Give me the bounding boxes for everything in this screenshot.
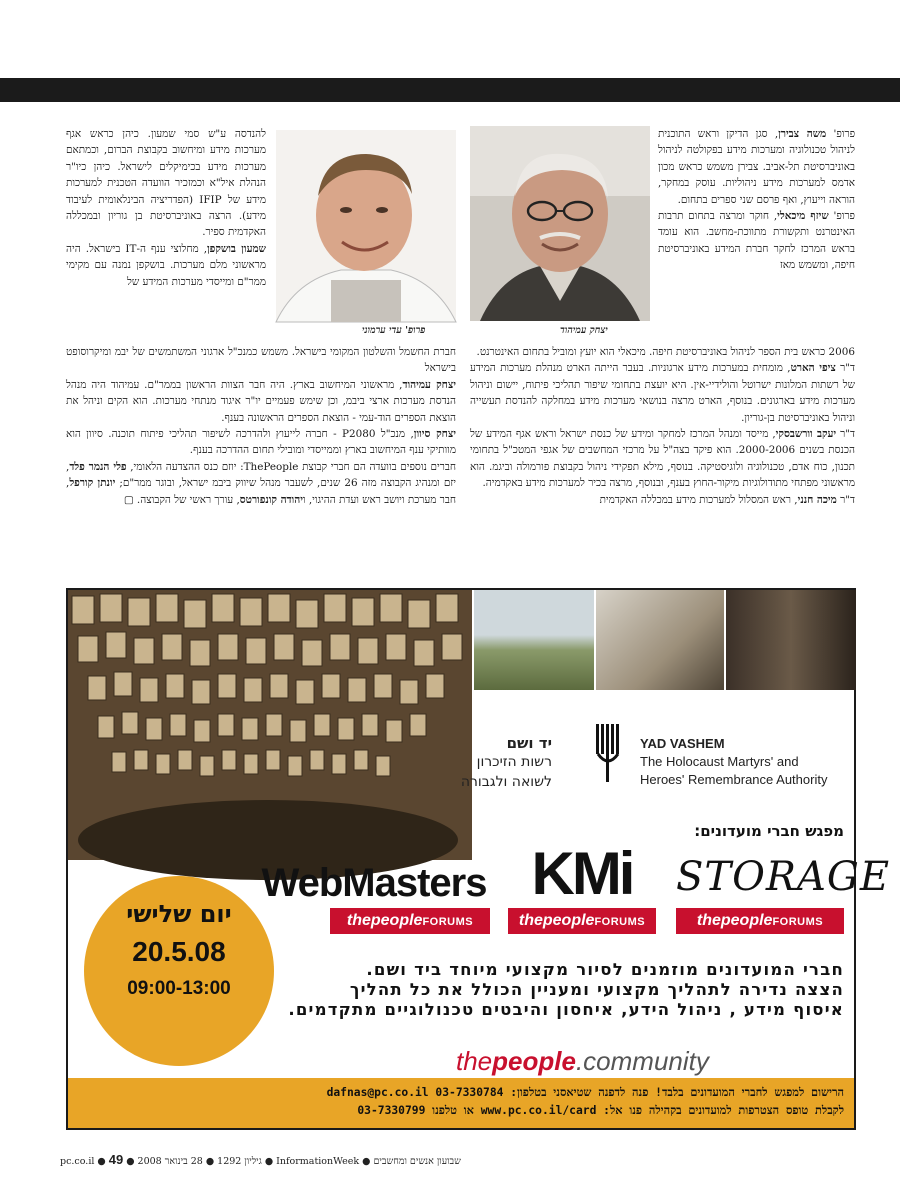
event-time: 09:00-13:00 bbox=[127, 978, 231, 999]
yad-vashem-menorah-icon bbox=[596, 724, 622, 784]
bio-amihud: יצחק עמיהוד, מראשוני המיחשוב בארץ. היה חבר הצוות הראשון בממר"ם. עמיהוד היה מנהל הנדסת מערכות ארצי ביבמ, וכן שימש פעמיים יו"ר איגוד מנתחי מערכות. הוא הקים וניהל את הוצאת הספרים הוד-עמי - הוצאת הספרים הראשונה בענף. bbox=[66, 378, 456, 424]
storage-forums-strip bbox=[676, 908, 844, 934]
yad-vashem-he-line2: לשואה ולגבורה bbox=[460, 774, 552, 790]
bio-zviran: פרופ' משה צבירן, סגן הדיקן וראש התוכנית לניהול טכנולוגיה ומערכות מידע בפקולטה לניהול באוניברסיטת תל-אביב. צבירן משמש כראש מכון אדמס למערכות מידע ניהוליות. עוסק במחקר, הוראה וייעוץ, ואף פרסם שני ספרים בתחום. bbox=[658, 128, 856, 206]
invite-line-3: איסוף מידע , ניהול הידע, איחסון והיבטים טכנולוגיים מתקדמים. bbox=[288, 1000, 844, 1019]
kmi-strip-forums: FORUMS bbox=[594, 916, 646, 928]
yad-vashem-building-photo bbox=[474, 590, 594, 690]
webmasters-wordmark: WebMasters bbox=[261, 861, 487, 905]
photo-zviran bbox=[470, 126, 650, 321]
intro-column bbox=[658, 126, 855, 274]
kmi-strip-people: people bbox=[542, 912, 595, 929]
kmi-strip-the: the bbox=[518, 912, 543, 929]
yad-vashem-he-line1: רשות הזיכרון bbox=[476, 754, 552, 770]
kmi-wordmark: KMi bbox=[531, 840, 633, 907]
invite-line-2: הצצה נדירה לתהליך מקצועי ומעניין הכולל את כל תהליך bbox=[349, 980, 844, 999]
kmi-forums-strip bbox=[508, 908, 656, 934]
webmasters-strip-forums: FORUMS bbox=[422, 916, 474, 928]
invite-line-1: חברי המועדונים מוזמנים לסיור מקצועי מיוחד ביד ושם. bbox=[366, 960, 844, 979]
yad-vashem-ad bbox=[66, 588, 891, 1130]
registration-line-2: לקבלת טופס הצטרפות למועדונים בקהילה פנו אל: www.pc.co.il/card או טלפנו 03-7330799 bbox=[357, 1104, 844, 1117]
bio-sivan: יצחק סיוון, מנכ"ל P2080 - חברה לייעוץ ולהדרכה לשיפור תהליכי פיתוח תוכנה. סיוון הוא מוותיקי ענף המיחשוב בארץ וממייסדי ומובילי תחום ההדרכה בענף. bbox=[66, 428, 456, 457]
bio-michaeli-start: פרופ' שיזף מיכאלי, חוקר ומרצה בתחום תרבות האינטרנט ותקשורת מתווכת-מחשב. הוא עומד בראש המרכז לחקר חברת המידע באוניברסיטת חיפה, ומשמש מאז bbox=[658, 210, 855, 272]
photo-armoni bbox=[276, 130, 456, 322]
bio-bushkefen-start: שמעון בושקפן, מחלוצי ענף ה-IT בישראל. היה מראשוני מלם מערכות. בושקפן נמנה עם מקימי ממר"ם ומייסדי מערכות המידע של bbox=[66, 242, 266, 288]
yad-vashem-en-line2: Heroes' Remembrance Authority bbox=[640, 772, 828, 787]
footer-text: שבועון אנשים ומחשבים ● InformationWeek ● גיליון 1292 ● 28 בינואר 2008 ● pc.co.il ● bbox=[60, 1156, 461, 1167]
bio-armoni-end: להנדסה ע"ש סמי שמעון. כיהן כראש אגף מערכות מידע ומיחשוב בקבוצת הברום, וכמתאם מערכות מידע בכימיקלים לישראל. כיהן כיו"ר הנהלת איל"א וכמזכיר הוועדה הטכנית למערכות מידע של IFIP (הפדריציה הבינלאומית לעיבוד מידע). הרצה באוניברסיטת בן גוריון ובמכללה האקדמית ספיר. bbox=[66, 128, 266, 239]
bio-bushkefen-end: חברת החשמל והשלטון המקומי בישראל. משמש כמנכ"ל ארגוני המשתמשים של יבמ ומיקרוסופט בישראל bbox=[66, 346, 456, 375]
registration-bar bbox=[68, 1078, 854, 1128]
right-column-lower bbox=[470, 344, 855, 508]
yad-vashem-en-title: YAD VASHEM bbox=[640, 736, 725, 751]
event-date-badge bbox=[84, 876, 274, 1066]
event-date: 20.5.08 bbox=[132, 936, 226, 967]
caption-right-photo: יצחק עמיהוד bbox=[560, 325, 608, 336]
storage-wordmark: STORAGE bbox=[676, 854, 891, 900]
community-suffix: .community bbox=[575, 1046, 709, 1076]
webmasters-logo bbox=[258, 860, 490, 906]
registration-line-1: הרישום למפגש לחברי המועדונים בלבד! פנה לדפנה שטיאסני בטלפון: 03-7330784 dafnas@pc.co.il bbox=[326, 1086, 844, 1099]
bio-michaeli-end: 2006 כראש בית הספר לניהול באוניברסיטת חיפה. מיכאלי הוא יועץ ומוביל בתחום האינטרנט. bbox=[476, 346, 855, 358]
page-number: 49 bbox=[108, 1152, 124, 1167]
yad-vashem-monument-photo bbox=[596, 590, 724, 690]
caption-left-photo: פרופ' עדי ערמוני bbox=[362, 325, 426, 336]
event-invitation bbox=[284, 960, 844, 1020]
bio-hanani-start: ד"ר מיכה חנני, ראש המסלול למערכות מידע במכללה האקדמית bbox=[599, 493, 855, 506]
left-column-lower bbox=[66, 344, 456, 508]
event-day: יום שלישי bbox=[126, 900, 232, 928]
storage-strip-the: the bbox=[696, 912, 721, 929]
storage-logo bbox=[676, 848, 891, 906]
bio-warshavsky: ד"ר יעקב וורשבסקי, מייסד ומנהל המרכז למחקר ומידע של כנסת ישראל וראש אגף המידע של הכנסת בשנים 2000-2006. הוא פיקד בצה"ל על מרכזי המחשבים של אגפי המטכ"ל בתחומי תכנון, כוח אדם, טכנולוגיה ולוגיסטיקה. בנוסף, מילא תפקידי ניהול בקבוצת פורמולה וביגמ. הוא מראשוני מפתחי מתודולוגיות מיקור-החוץ בענף, ובנוסף, מרצה בכיר למערכות מידע באקדמיה. bbox=[470, 428, 855, 490]
storage-strip-forums: FORUMS bbox=[772, 916, 824, 928]
kmi-logo bbox=[508, 842, 656, 906]
webmasters-strip-people: people bbox=[370, 912, 423, 929]
hall-of-names-photo bbox=[68, 590, 472, 860]
yad-vashem-en-line1: The Holocaust Martyrs' and bbox=[640, 754, 799, 769]
header-bar bbox=[0, 78, 900, 102]
webmasters-strip-the: the bbox=[346, 912, 371, 929]
community-the: the bbox=[456, 1046, 493, 1076]
thepeople-community-logo bbox=[456, 1046, 709, 1077]
webmasters-forums-strip bbox=[330, 908, 490, 934]
forums-title: מפגש חברי מועדונים: bbox=[694, 822, 844, 840]
storage-strip-people: people bbox=[720, 912, 773, 929]
left-column bbox=[66, 126, 266, 290]
bio-hart: ד"ר ציפי הארט, מומחית במערכות מידע ארגוניות. בעבר הייתה הארט מנהלת מערכות המידע של רשתות המלונות ישרוטל והולידיי-אין. היא יועצת בתחומי שיפור תהליכי פיתוח, יישום וניהול מערכות מידע בארגונים. בנוסף, הארט מרצה בנושאי מערכות מידע במחלקה להנדסת תעשייה וניהול באוניברסיטת בן-גוריון. bbox=[470, 362, 855, 424]
page-footer bbox=[60, 1152, 850, 1167]
committee-members: חברים נוספים בוועדה הם חברי קבוצת ThePeople: יוזם כנס ההצדעה הלאומי, פלי הנמר פלד, יזם ומנהיג הקבוצה מזה 26 שנים, לשעבר מנהל שיווק ביבמ ישראל, ובוגר ממר"ם; יונתן קורפל, חבר מערכת ויושב ראש ועדת ההיגוי, ויהודה קונפורטס, עורך ראשי של הקבוצה. ▢ bbox=[66, 460, 456, 506]
yad-vashem-archive-photo bbox=[726, 590, 856, 690]
community-people: people bbox=[492, 1046, 576, 1076]
yad-vashem-he-title: יד ושם bbox=[506, 734, 552, 752]
